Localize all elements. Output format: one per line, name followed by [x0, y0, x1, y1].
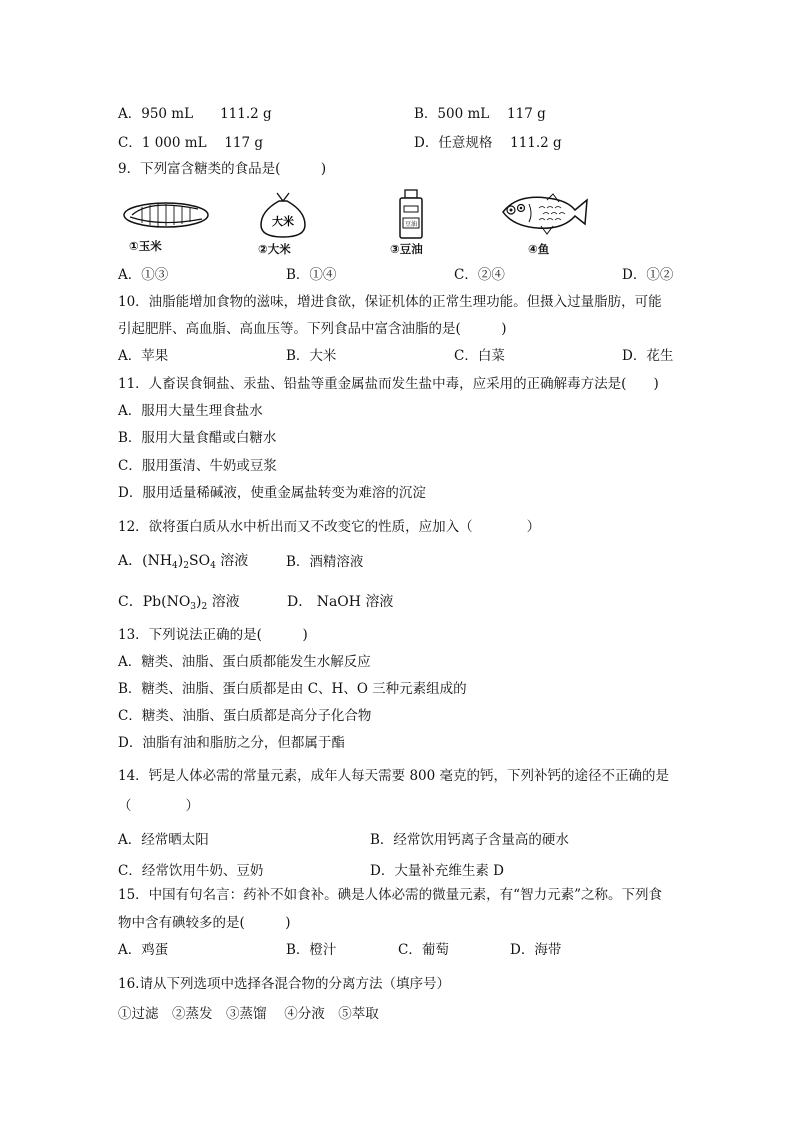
q11-stem: 11．人畜误食铜盐、汞盐、铅盐等重金属盐而发生盐中毒，应采用的正确解毒方法是( ) [118, 376, 659, 392]
q11-option-b: B．服用大量食醋或白糖水 [118, 430, 277, 446]
q11-option-a: A．服用大量生理食盐水 [118, 403, 263, 419]
q8-option-c: C．1 000 mL 117 g [118, 135, 264, 151]
q14-option-d: D．大量补充维生素 D [370, 863, 504, 879]
q15-stem-line1: 15．中国有句名言：药补不如食补。碘是人体必需的微量元素，有“智力元素”之称。下列食 [118, 887, 662, 903]
q14-stem-line1: 14．钙是人体必需的常量元素，成年人每天需要 800 毫克的钙，下列补钙的途径不正确的是 [118, 768, 670, 784]
q11-option-c: C．服用蛋清、牛奶或豆浆 [118, 458, 277, 474]
q9-caption-fish: ④鱼 [528, 242, 550, 256]
q12-option-c: C．$Pb(NO_3)_2$ 溶液 [118, 594, 240, 612]
q9-option-b: B．①④ [286, 267, 337, 283]
q10-option-a: A．苹果 [118, 348, 169, 364]
q10-option-b: B．大米 [286, 348, 337, 364]
oil-bottle-label: 豆油 [404, 221, 418, 228]
q9-option-d: D．①② [622, 267, 674, 283]
q9-caption-rice: ②大米 [258, 242, 291, 256]
rice-bag-icon [255, 189, 311, 241]
q12-option-b: B．酒精溶液 [286, 554, 364, 570]
q8-option-b: B．500 mL 117 g [414, 106, 546, 122]
oil-bottle-icon [395, 188, 427, 242]
q15-option-b: B．橙汁 [286, 942, 337, 958]
q12-option-a: A．$(NH_4)_2SO_4$ 溶液 [118, 553, 249, 571]
q13-option-b: B．糖类、油脂、蛋白质都是由 C、H、O 三种元素组成的 [118, 681, 467, 697]
q15-stem-line2: 物中含有碘较多的是( ) [118, 915, 291, 931]
q12-stem: 12．欲将蛋白质从水中析出而又不改变它的性质，应加入（ ） [118, 519, 541, 535]
q9-caption-corn: ①玉米 [129, 239, 162, 253]
q13-option-c: C．糖类、油脂、蛋白质都是高分子化合物 [118, 708, 372, 724]
q11-option-d: D．服用适量稀碱液，使重金属盐转变为难溶的沉淀 [118, 485, 426, 501]
q8-option-a: A．950 mL 111.2 g [118, 106, 272, 122]
q9-stem: 9．下列富含糖类的食品是( ) [118, 161, 327, 177]
q10-stem-line1: 10．油脂能增加食物的滋味，增进食欲，保证机体的正常生理功能。但摄入过量脂肪，可能 [118, 294, 662, 310]
q10-stem-line2: 引起肥胖、高血脂、高血压等。下列食品中富含油脂的是( ) [118, 321, 507, 337]
q10-option-d: D．花生 [622, 348, 674, 364]
q16-stem: 16.请从下列选项中选择各混合物的分离方法（填序号） [118, 976, 450, 992]
q15-option-d: D．海带 [510, 942, 562, 958]
q15-option-a: A．鸡蛋 [118, 942, 169, 958]
q15-option-c: C．葡萄 [398, 942, 449, 958]
fish-icon [497, 190, 589, 238]
q9-option-c: C．②④ [454, 267, 505, 283]
q13-option-d: D．油脂有油和脂肪之分，但都属于酯 [118, 735, 345, 751]
rice-bag-label: 大米 [272, 215, 294, 228]
corn-icon [120, 195, 212, 237]
q16-options: ①过滤 ②蒸发 ③蒸馏 ④分液 ⑤萃取 [118, 1006, 379, 1022]
q10-option-c: C．白菜 [454, 348, 505, 364]
q9-caption-oil: ③豆油 [390, 242, 423, 256]
q12-option-d: D． NaOH 溶液 [287, 594, 394, 610]
lead-nitrate-formula: $Pb(NO_3)_2$ [142, 594, 208, 612]
q14-option-a: A．经常晒太阳 [118, 832, 209, 848]
q13-option-a: A．糖类、油脂、蛋白质都能发生水解反应 [118, 654, 371, 670]
q8-option-d: D．任意规格 111.2 g [414, 135, 562, 151]
q9-option-a: A．①③ [118, 267, 169, 283]
q13-stem: 13．下列说法正确的是( ) [118, 627, 308, 643]
q14-option-b: B．经常饮用钙离子含量高的硬水 [370, 832, 569, 848]
q14-option-c: C．经常饮用牛奶、豆奶 [118, 863, 264, 879]
q14-stem-line2: （ ） [118, 798, 199, 814]
ammonium-sulfate-formula: $(NH_4)_2SO_4$ [142, 553, 216, 571]
